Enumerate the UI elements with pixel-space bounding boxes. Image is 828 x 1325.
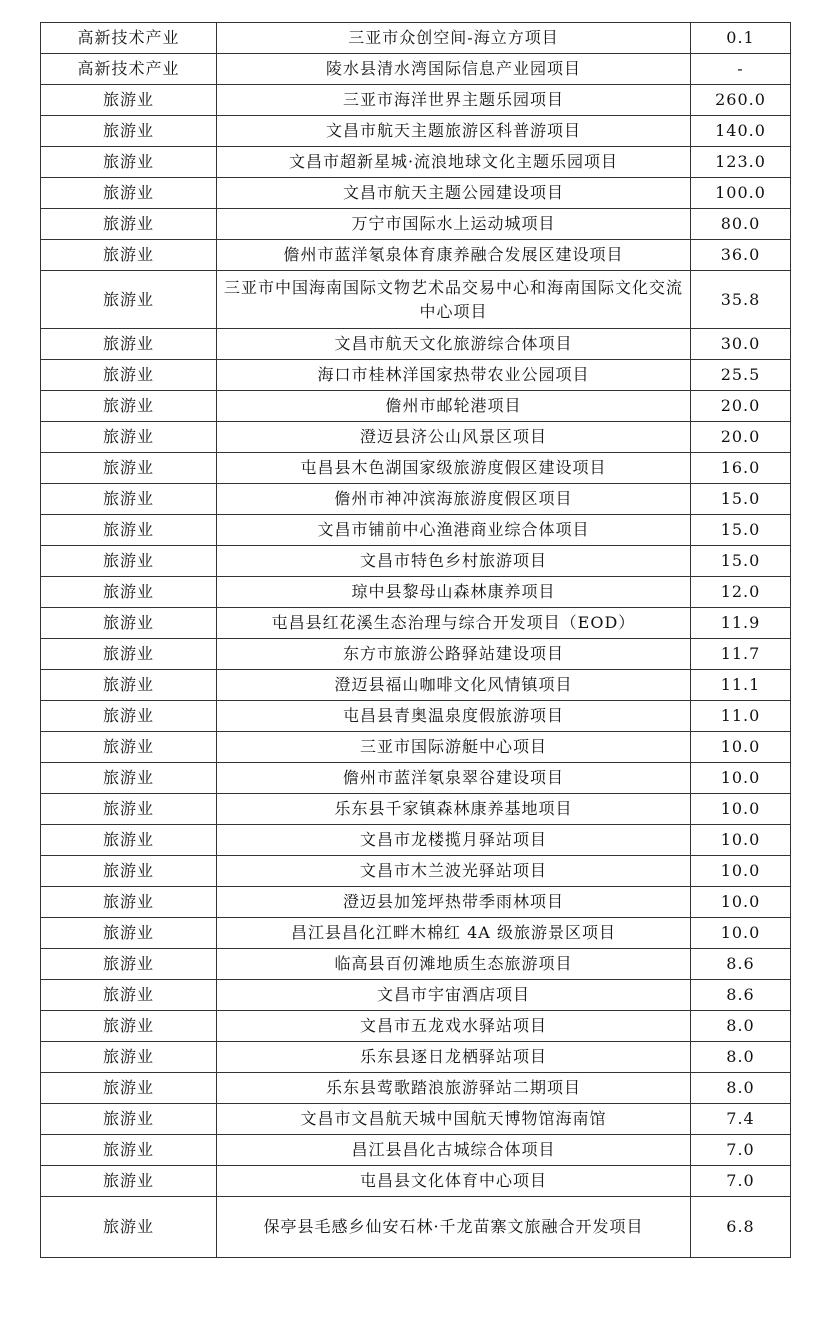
value-cell: 12.0 <box>691 577 791 608</box>
value-cell: 10.0 <box>691 918 791 949</box>
table-row <box>41 515 791 546</box>
industry-cell: 旅游业 <box>41 546 217 577</box>
industry-cell: 旅游业 <box>41 825 217 856</box>
industry-cell: 旅游业 <box>41 577 217 608</box>
project-name-cell: 屯昌县文化体育中心项目 <box>217 1166 691 1197</box>
value-cell: 10.0 <box>691 794 791 825</box>
value-cell: 140.0 <box>691 116 791 147</box>
project-name-cell: 琼中县黎母山森林康养项目 <box>217 577 691 608</box>
value-cell: 30.0 <box>691 329 791 360</box>
table-row <box>41 670 791 701</box>
table-row <box>41 1042 791 1073</box>
industry-cell: 旅游业 <box>41 1166 217 1197</box>
project-name-cell: 昌江县昌化古城综合体项目 <box>217 1135 691 1166</box>
table-row <box>41 1166 791 1197</box>
industry-cell: 旅游业 <box>41 949 217 980</box>
industry-cell: 旅游业 <box>41 608 217 639</box>
table-row <box>41 147 791 178</box>
project-name-cell: 万宁市国际水上运动城项目 <box>217 209 691 240</box>
project-name-cell: 三亚市中国海南国际文物艺术品交易中心和海南国际文化交流中心项目 <box>217 271 691 329</box>
value-cell: 8.6 <box>691 949 791 980</box>
project-name-cell: 澄迈县加笼坪热带季雨林项目 <box>217 887 691 918</box>
table-row <box>41 240 791 271</box>
table-row <box>41 701 791 732</box>
table-row <box>41 1073 791 1104</box>
project-name-cell: 儋州市蓝洋氡泉翠谷建设项目 <box>217 763 691 794</box>
value-cell: 0.1 <box>691 23 791 54</box>
project-name-cell: 文昌市超新星城·流浪地球文化主题乐园项目 <box>217 147 691 178</box>
project-name-cell: 儋州市蓝洋氡泉体育康养融合发展区建设项目 <box>217 240 691 271</box>
industry-cell: 旅游业 <box>41 856 217 887</box>
table-row <box>41 391 791 422</box>
project-name-cell: 澄迈县济公山风景区项目 <box>217 422 691 453</box>
table-row <box>41 484 791 515</box>
project-name-cell: 东方市旅游公路驿站建设项目 <box>217 639 691 670</box>
industry-cell: 旅游业 <box>41 1073 217 1104</box>
industry-cell: 旅游业 <box>41 1011 217 1042</box>
project-name-cell: 临高县百仞滩地质生态旅游项目 <box>217 949 691 980</box>
table-row <box>41 271 791 329</box>
industry-cell: 旅游业 <box>41 453 217 484</box>
table-row <box>41 887 791 918</box>
value-cell: 20.0 <box>691 391 791 422</box>
project-name-cell: 昌江县昌化江畔木棉红 4A 级旅游景区项目 <box>217 918 691 949</box>
industry-cell: 高新技术产业 <box>41 54 217 85</box>
value-cell: 100.0 <box>691 178 791 209</box>
project-name-cell: 文昌市木兰波光驿站项目 <box>217 856 691 887</box>
project-name-cell: 文昌市文昌航天城中国航天博物馆海南馆 <box>217 1104 691 1135</box>
project-name-cell: 儋州市神冲滨海旅游度假区项目 <box>217 484 691 515</box>
table-row <box>41 918 791 949</box>
industry-cell: 高新技术产业 <box>41 23 217 54</box>
value-cell: 8.0 <box>691 1042 791 1073</box>
table-row <box>41 608 791 639</box>
table-row <box>41 329 791 360</box>
industry-cell: 旅游业 <box>41 240 217 271</box>
value-cell: 10.0 <box>691 763 791 794</box>
table-row <box>41 178 791 209</box>
industry-cell: 旅游业 <box>41 178 217 209</box>
value-cell: 10.0 <box>691 856 791 887</box>
project-name-cell: 澄迈县福山咖啡文化风情镇项目 <box>217 670 691 701</box>
value-cell: 7.0 <box>691 1135 791 1166</box>
table-row <box>41 732 791 763</box>
value-cell: 20.0 <box>691 422 791 453</box>
industry-cell: 旅游业 <box>41 147 217 178</box>
value-cell: 11.1 <box>691 670 791 701</box>
value-cell: 11.0 <box>691 701 791 732</box>
industry-cell: 旅游业 <box>41 732 217 763</box>
table-row <box>41 763 791 794</box>
industry-cell: 旅游业 <box>41 85 217 116</box>
industry-cell: 旅游业 <box>41 763 217 794</box>
project-name-cell: 文昌市铺前中心渔港商业综合体项目 <box>217 515 691 546</box>
industry-cell: 旅游业 <box>41 271 217 329</box>
project-table <box>40 22 791 1258</box>
value-cell: 8.0 <box>691 1073 791 1104</box>
industry-cell: 旅游业 <box>41 484 217 515</box>
project-name-cell: 三亚市海洋世界主题乐园项目 <box>217 85 691 116</box>
table-row <box>41 116 791 147</box>
table-row <box>41 825 791 856</box>
table-row <box>41 1197 791 1258</box>
table-row <box>41 23 791 54</box>
table-row <box>41 1135 791 1166</box>
value-cell: 8.0 <box>691 1011 791 1042</box>
value-cell: 15.0 <box>691 484 791 515</box>
industry-cell: 旅游业 <box>41 794 217 825</box>
project-name-cell: 乐东县莺歌踏浪旅游驿站二期项目 <box>217 1073 691 1104</box>
project-name-cell: 文昌市五龙戏水驿站项目 <box>217 1011 691 1042</box>
value-cell: 11.9 <box>691 608 791 639</box>
project-name-cell: 保亭县毛感乡仙安石林·千龙苗寨文旅融合开发项目 <box>217 1197 691 1258</box>
project-name-cell: 海口市桂林洋国家热带农业公园项目 <box>217 360 691 391</box>
value-cell: 80.0 <box>691 209 791 240</box>
value-cell: 36.0 <box>691 240 791 271</box>
industry-cell: 旅游业 <box>41 1197 217 1258</box>
table-row <box>41 949 791 980</box>
table-row <box>41 639 791 670</box>
value-cell: 16.0 <box>691 453 791 484</box>
industry-cell: 旅游业 <box>41 670 217 701</box>
table-row <box>41 209 791 240</box>
project-name-cell: 文昌市龙楼揽月驿站项目 <box>217 825 691 856</box>
industry-cell: 旅游业 <box>41 422 217 453</box>
value-cell: 15.0 <box>691 515 791 546</box>
table-row <box>41 577 791 608</box>
industry-cell: 旅游业 <box>41 1135 217 1166</box>
project-name-cell: 屯昌县红花溪生态治理与综合开发项目（EOD） <box>217 608 691 639</box>
table-row <box>41 422 791 453</box>
table-row <box>41 1011 791 1042</box>
project-name-cell: 乐东县逐日龙栖驿站项目 <box>217 1042 691 1073</box>
industry-cell: 旅游业 <box>41 116 217 147</box>
value-cell: 11.7 <box>691 639 791 670</box>
industry-cell: 旅游业 <box>41 515 217 546</box>
industry-cell: 旅游业 <box>41 1042 217 1073</box>
value-cell: 7.0 <box>691 1166 791 1197</box>
industry-cell: 旅游业 <box>41 360 217 391</box>
industry-cell: 旅游业 <box>41 209 217 240</box>
industry-cell: 旅游业 <box>41 329 217 360</box>
value-cell: - <box>691 54 791 85</box>
table-row <box>41 1104 791 1135</box>
industry-cell: 旅游业 <box>41 639 217 670</box>
project-name-cell: 文昌市航天主题公园建设项目 <box>217 178 691 209</box>
value-cell: 123.0 <box>691 147 791 178</box>
value-cell: 35.8 <box>691 271 791 329</box>
project-name-cell: 屯昌县青奥温泉度假旅游项目 <box>217 701 691 732</box>
project-name-cell: 三亚市众创空间-海立方项目 <box>217 23 691 54</box>
industry-cell: 旅游业 <box>41 391 217 422</box>
industry-cell: 旅游业 <box>41 918 217 949</box>
table-body <box>41 23 791 1258</box>
project-name-cell: 文昌市航天文化旅游综合体项目 <box>217 329 691 360</box>
value-cell: 10.0 <box>691 732 791 763</box>
industry-cell: 旅游业 <box>41 887 217 918</box>
project-name-cell: 三亚市国际游艇中心项目 <box>217 732 691 763</box>
table-row <box>41 980 791 1011</box>
project-name-cell: 文昌市航天主题旅游区科普游项目 <box>217 116 691 147</box>
table-row <box>41 360 791 391</box>
value-cell: 10.0 <box>691 825 791 856</box>
value-cell: 7.4 <box>691 1104 791 1135</box>
value-cell: 8.6 <box>691 980 791 1011</box>
project-name-cell: 儋州市邮轮港项目 <box>217 391 691 422</box>
project-name-cell: 屯昌县木色湖国家级旅游度假区建设项目 <box>217 453 691 484</box>
value-cell: 10.0 <box>691 887 791 918</box>
industry-cell: 旅游业 <box>41 701 217 732</box>
table-row <box>41 546 791 577</box>
table-row <box>41 856 791 887</box>
table-row <box>41 794 791 825</box>
project-name-cell: 陵水县清水湾国际信息产业园项目 <box>217 54 691 85</box>
industry-cell: 旅游业 <box>41 1104 217 1135</box>
table-row <box>41 54 791 85</box>
value-cell: 6.8 <box>691 1197 791 1258</box>
industry-cell: 旅游业 <box>41 980 217 1011</box>
value-cell: 260.0 <box>691 85 791 116</box>
value-cell: 25.5 <box>691 360 791 391</box>
table-row <box>41 85 791 116</box>
project-name-cell: 乐东县千家镇森林康养基地项目 <box>217 794 691 825</box>
project-name-cell: 文昌市特色乡村旅游项目 <box>217 546 691 577</box>
value-cell: 15.0 <box>691 546 791 577</box>
table-row <box>41 453 791 484</box>
project-name-cell: 文昌市宇宙酒店项目 <box>217 980 691 1011</box>
